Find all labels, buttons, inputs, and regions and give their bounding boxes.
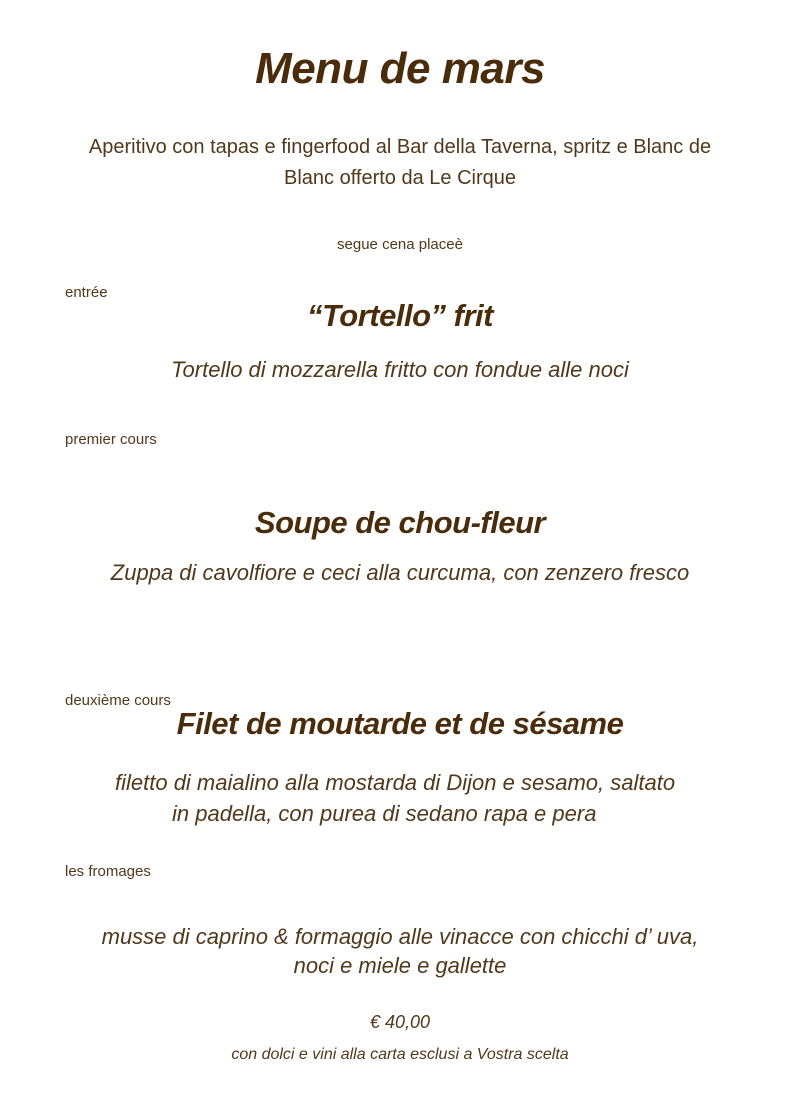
aperitivo-text (60, 132, 740, 194)
dish-description-tortello: Tortello di mozzarella fritto con fondue alle noci (171, 357, 629, 382)
dish-description-filet-line-1: filetto di maialino alla mostarda di Dijon e sesamo, saltato (115, 770, 676, 795)
dish-title-tortello: “Tortello” frit (307, 298, 493, 333)
dish-title-soupe: Soupe de chou-fleur (254, 505, 546, 540)
dish-description-filet-line-2: in padella, con purea di sedano rapa e pera (172, 801, 597, 826)
dinner-intro: segue cena placeè (337, 236, 463, 253)
price-note: con dolci e vini alla carta esclusi a Vostra scelta (231, 1046, 569, 1063)
dish-description-fromages-line-1: musse di caprino & formaggio alle vinacce con chicchi d’ uva, (101, 924, 699, 949)
dish-title-filet: Filet de moutarde et de sésame (176, 706, 624, 741)
dish-description-soupe: Zuppa di cavolfiore e ceci alla curcuma, con zenzero fresco (110, 560, 690, 585)
course-label-fromages: les fromages (65, 863, 151, 880)
course-label-deuxieme: deuxième cours (65, 692, 171, 709)
menu-price: € 40,00 (369, 1012, 431, 1032)
aperitivo-line-1: Aperitivo con tapas e fingerfood al Bar della Taverna, spritz e Blanc de (88, 136, 712, 158)
course-label-entree: entrée (65, 284, 108, 301)
course-label-premier: premier cours (65, 431, 157, 448)
dish-description-fromages-line-2: noci e miele e gallette (293, 953, 507, 978)
menu-title: Menu de mars (255, 44, 545, 93)
aperitivo-line-2: Blanc offerto da Le Cirque (283, 167, 516, 189)
